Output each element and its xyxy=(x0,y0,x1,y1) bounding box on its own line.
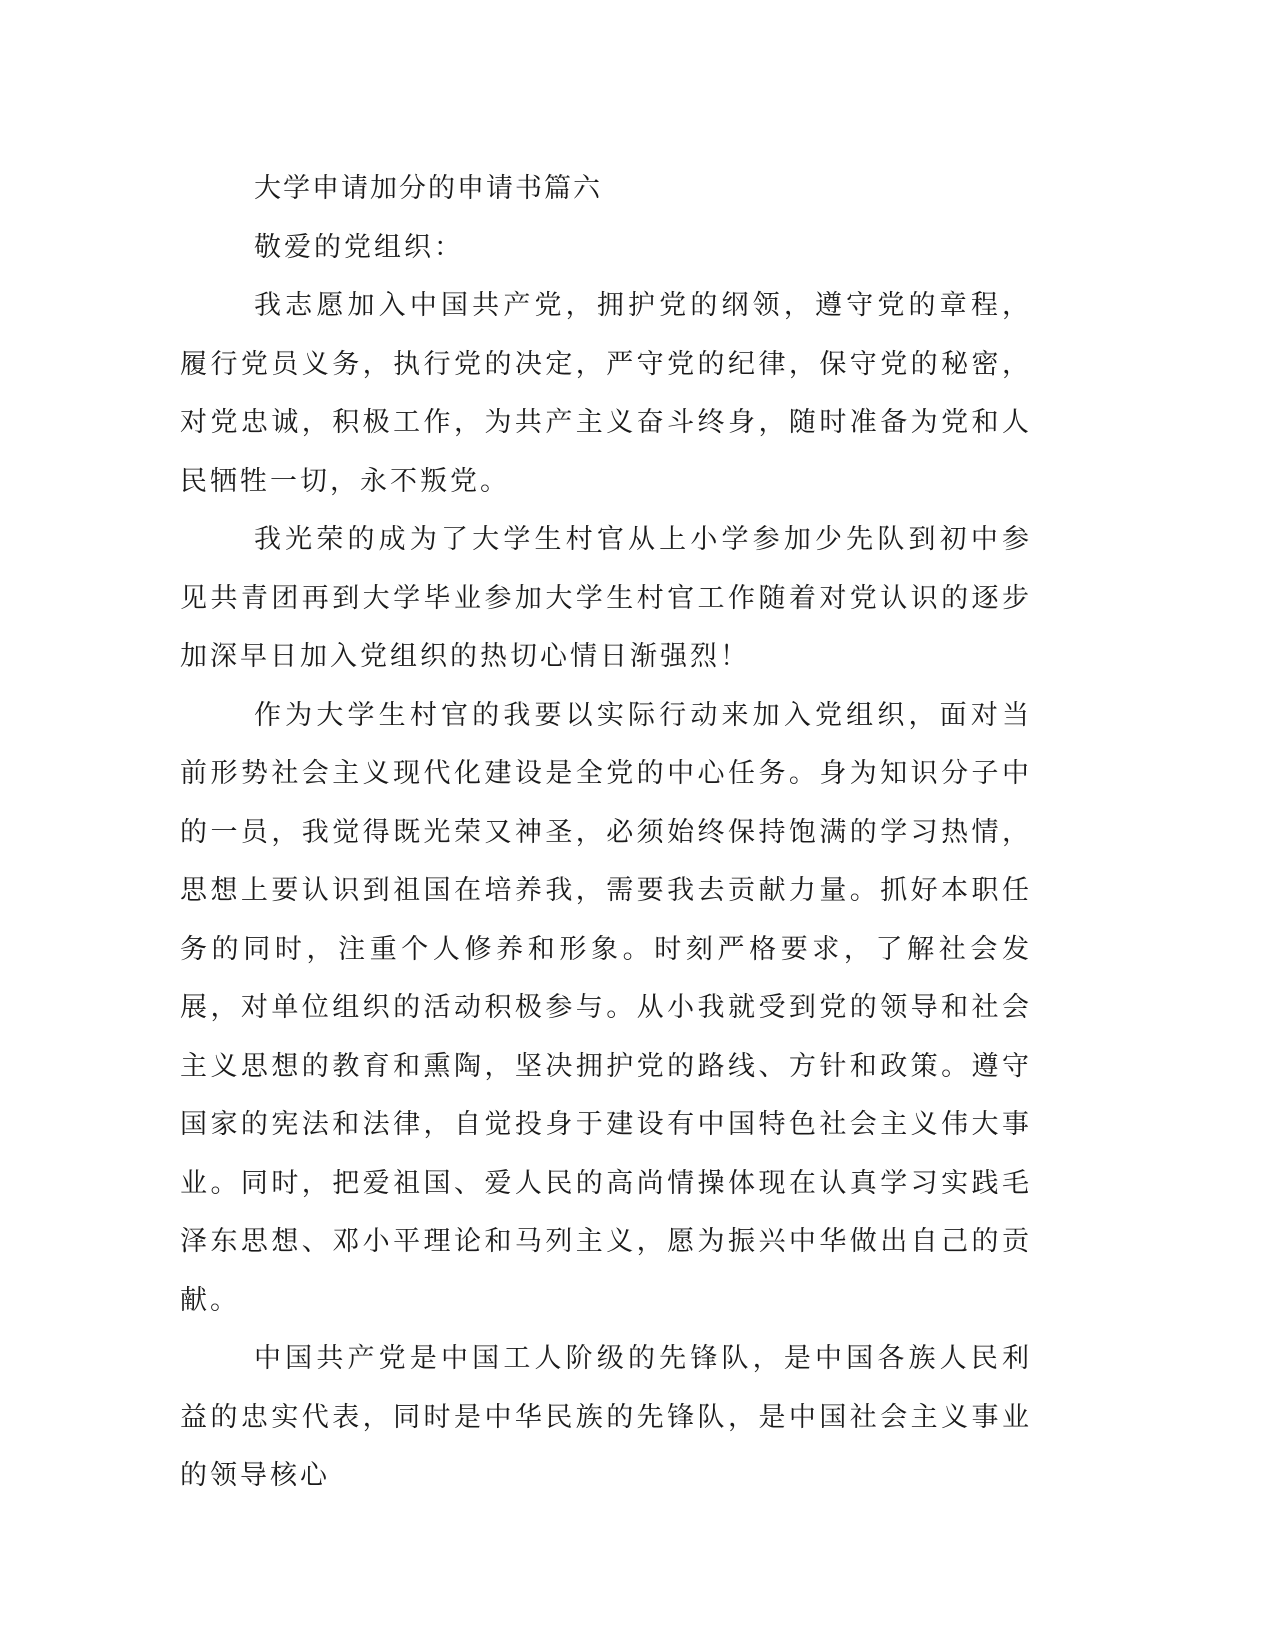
paragraph-2: 我光荣的成为了大学生村官从上小学参加少先队到初中参见共青团再到大学毕业参加大学生村官工作随着对党认识的逐步加深早日加入党组织的热切心情日渐强烈！ xyxy=(180,524,1032,672)
paragraph-3: 作为大学生村官的我要以实际行动来加入党组织，面对当前形势社会主义现代化建设是全党的中心任务。身为知识分子中的一员，我觉得既光荣又神圣，必须始终保持饱满的学习热情，思想上要认识到祖国在培养我，需要我去贡献力量。抓好本职任务的同时，注重个人修养和形象。时刻严格要求，了解社会发展，对单位组织的活动积极参与。从小我就受到党的领导和社会主义思想的教育和熏陶，坚决拥护党的路线、方针和政策。遵守国家的宪法和法律，自觉投身于建设有中国特色社会主义伟大事业。同时，把爱祖国、爱人民的高尚情操体现在认真学习实践毛泽东思想、邓小平理论和马列主义，愿为振兴中华做出自己的贡献。 xyxy=(180,699,1032,1316)
document-body xyxy=(180,160,1032,1506)
paragraph-1: 我志愿加入中国共产党，拥护党的纲领，遵守党的章程，履行党员义务，执行党的决定，严守党的纪律，保守党的秘密，对党忠诚，积极工作，为共产主义奋斗终身，随时准备为党和人民牺牲一切，永不叛党。 xyxy=(180,290,1032,497)
paragraph-4: 中国共产党是中国工人阶级的先锋队，是中国各族人民利益的忠实代表，同时是中华民族的先锋队，是中国社会主义事业的领导核心 xyxy=(180,1343,1032,1491)
salutation: 敬爱的党组织： xyxy=(254,231,464,263)
document-title: 大学申请加分的申请书篇六 xyxy=(254,173,602,204)
